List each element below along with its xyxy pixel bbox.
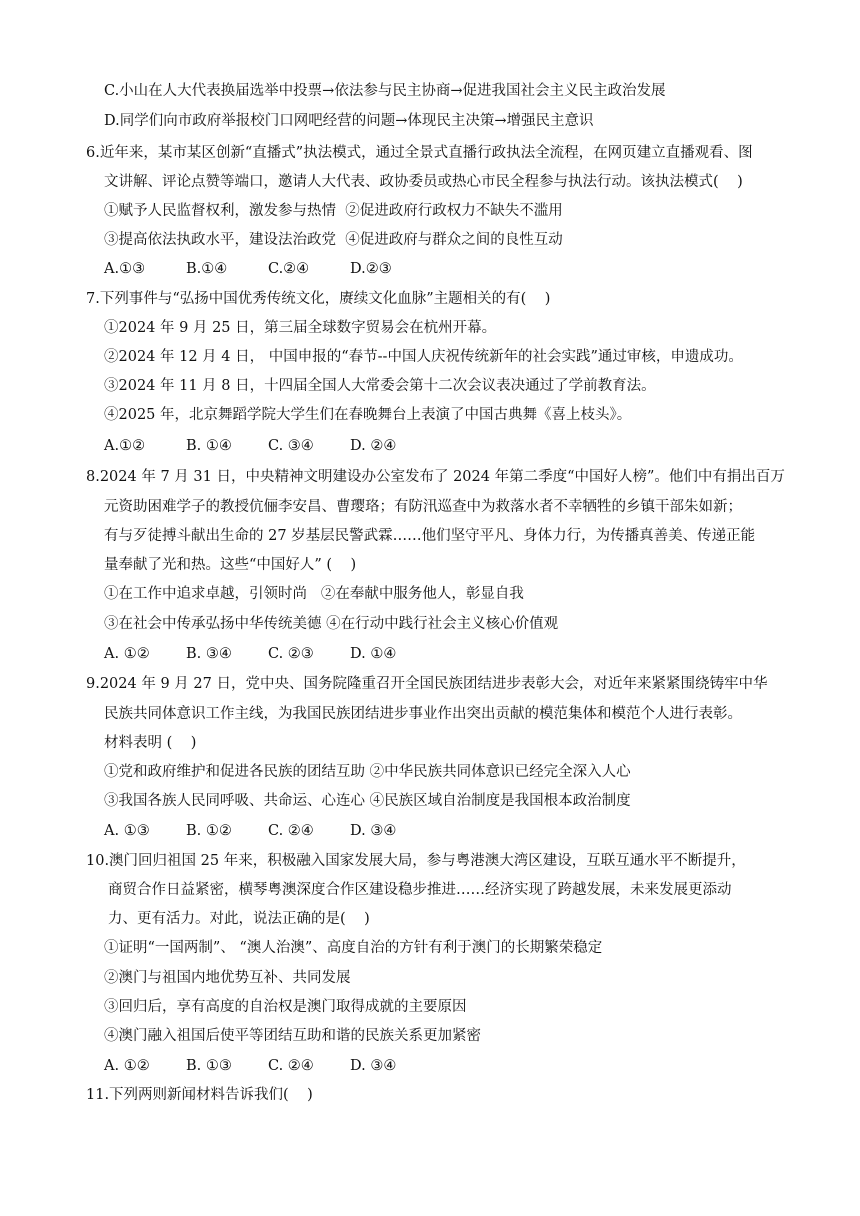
q9-options-1-2: ①党和政府维护和促进各民族的团结互助 ②中华民族共同体意识已经完全深入人心 (104, 764, 631, 780)
q9-stem-line-1: 9.2024 年 9 月 27 日，党中央、国务院隆重召开全国民族团结进步表彰大会，对近年来紧紧围绕铸牢中华 (86, 676, 768, 692)
q8-stem-line-1: 8.2024 年 7 月 31 日，中央精神文明建设办公室发布了 2024 年第二季度“中国好人榜”。他们中有捐出百万 (86, 469, 785, 485)
q10-choice-c: C. ②④ (268, 1058, 314, 1074)
q8-options-1-2: ①在工作中追求卓越，引领时尚 ②在奉献中服务他人，彰显自我 (104, 586, 524, 602)
q8-stem-line-4: 量奉献了光和热。这些“中国好人” ( ) (104, 557, 357, 573)
q7-option-1: ①2024 年 9 月 25 日，第三届全球数字贸易会在杭州开幕。 (104, 320, 497, 336)
q10-choice-d: D. ③④ (350, 1058, 397, 1074)
q9-choices (104, 821, 396, 841)
q5-option-d: D.同学们向市政府举报校门口网吧经营的问题→体现民主决策→增强民主意识 (104, 113, 594, 129)
q10-stem-line-1: 10.澳门回归祖国 25 年来，积极融入国家发展大局，参与粤港澳大湾区建设，互联互通水平不断提升， (86, 853, 746, 869)
q7-choice-c: C. ③④ (268, 438, 314, 454)
q7-choice-a: A.①② (104, 438, 146, 454)
q6-choices (104, 259, 392, 279)
q10-option-1: ①证明“一国两制”、 “澳人治澳”、高度自治的方针有利于澳门的长期繁荣稳定 (104, 940, 603, 956)
q10-choice-a: A. ①② (104, 1058, 150, 1074)
q5-option-c: C.小山在人大代表换届选举中投票→依法参与民主协商→促进我国社会主义民主政治发展 (104, 83, 666, 99)
q7-option-4: ④2025 年，北京舞蹈学院大学生们在春晚舞台上表演了中国古典舞《喜上枝头》。 (104, 407, 632, 423)
q9-choice-a: A. ①③ (104, 823, 150, 839)
q6-options-1-2: ①赋予人民监督权利，激发参与热情 ②促进政府行政权力不缺失不滥用 (104, 203, 563, 219)
q8-choice-d: D. ①④ (350, 646, 397, 662)
q9-stem-line-3: 材料表明 ( ) (104, 735, 197, 751)
q6-stem-line-1: 6.近年来，某市某区创新“直播式”执法模式，通过全景式直播行政执法全流程，在网页建立直播观看、图 (86, 145, 753, 161)
q8-stem-line-3: 有与歹徒搏斗献出生命的 27 岁基层民警武霖……他们坚守平凡、身体力行，为传播真善美、传递正能 (104, 528, 756, 544)
q7-stem: 7.下列事件与“弘扬中国优秀传统文化，赓续文化血脉”主题相关的有( ) (86, 291, 551, 307)
q9-stem-line-2: 民族共同体意识工作主线，为我国民族团结进步事业作出突出贡献的模范集体和模范个人进行表彰。 (104, 706, 742, 722)
q8-choice-b: B. ③④ (186, 646, 232, 662)
q7-choice-b: B. ①④ (186, 438, 232, 454)
q6-stem-line-2: 文讲解、评论点赞等端口，邀请人大代表、政协委员或热心市民全程参与执法行动。该执法模式( ) (104, 174, 743, 190)
q10-choices (104, 1056, 396, 1076)
q10-stem-line-3: 力、更有活力。对此，说法正确的是( ) (108, 911, 370, 927)
q10-option-4: ④澳门融入祖国后使平等团结互助和谐的民族关系更加紧密 (104, 1028, 481, 1044)
q10-option-3: ③回归后，享有高度的自治权是澳门取得成就的主要原因 (104, 999, 467, 1015)
q10-stem-line-2: 商贸合作日益紧密，横琴粤澳深度合作区建设稳步推进……经济实现了跨越发展，未来发展更添动 (108, 882, 732, 898)
q8-stem-line-2: 元资助困难学子的教授伉俪李安昌、曹璎珞；有防汛巡查中为救落水者不幸牺牲的乡镇干部朱如新； (104, 499, 742, 515)
q10-choice-b: B. ①③ (186, 1058, 232, 1074)
q7-option-3: ③2024 年 11 月 8 日，十四届全国人大常委会第十二次会议表决通过了学前教育法。 (104, 378, 656, 394)
q6-choice-c: C.②④ (268, 261, 310, 277)
q11-stem: 11.下列两则新闻材料告诉我们( ) (86, 1087, 313, 1103)
q8-choice-a: A. ①② (104, 646, 150, 662)
q9-choice-d: D. ③④ (350, 823, 397, 839)
q6-choice-b: B.①④ (186, 261, 228, 277)
q6-options-3-4: ③提高依法执政水平，建设法治政党 ④促进政府与群众之间的良性互动 (104, 232, 563, 248)
q6-choice-a: A.①③ (104, 261, 146, 277)
q9-choice-b: B. ①② (186, 823, 232, 839)
q9-choice-c: C. ②④ (268, 823, 314, 839)
q6-choice-d: D.②③ (350, 261, 392, 277)
q7-choices (104, 436, 396, 456)
q7-choice-d: D. ②④ (350, 438, 397, 454)
q10-option-2: ②澳门与祖国内地优势互补、共同发展 (104, 970, 351, 986)
q8-options-3-4: ③在社会中传承弘扬中华传统美德 ④在行动中践行社会主义核心价值观 (104, 616, 559, 632)
q8-choice-c: C. ②③ (268, 646, 314, 662)
q7-option-2: ②2024 年 12 月 4 日， 中国申报的“春节--中国人庆祝传统新年的社会实践”通过审核，申遗成功。 (104, 349, 743, 365)
q9-options-3-4: ③我国各族人民同呼吸、共命运、心连心 ④民族区域自治制度是我国根本政治制度 (104, 793, 631, 809)
q8-choices (104, 644, 396, 664)
